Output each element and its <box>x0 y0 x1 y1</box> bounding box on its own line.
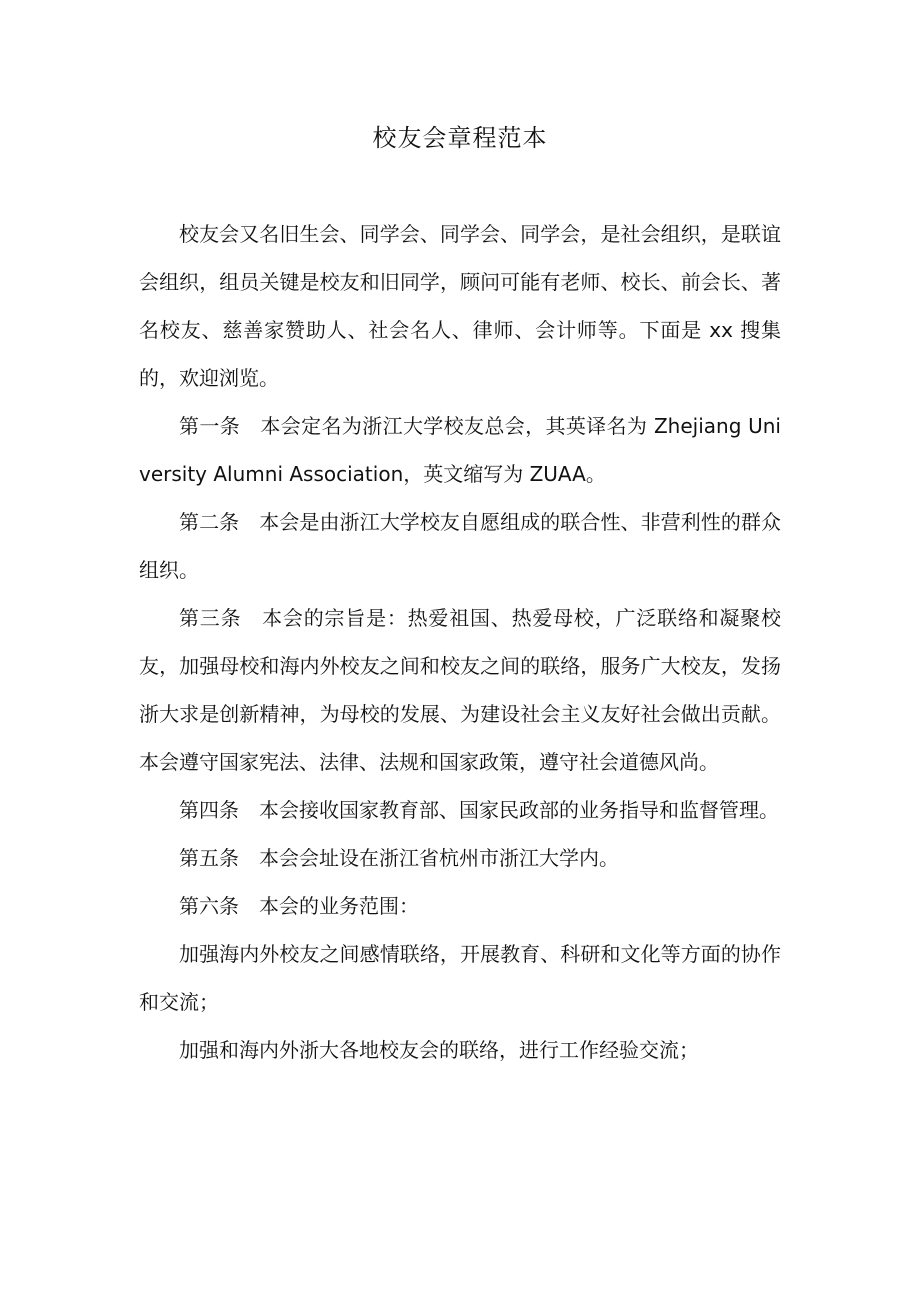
paragraph-article-1: 第一条 本会定名为浙江大学校友总会，其英译名为 Zhejiang University Alumni Association，英文缩写为 ZUAA。 <box>139 414 781 486</box>
paragraph-article-6: 第六条 本会的业务范围： <box>179 894 419 918</box>
paragraph-article-4: 第四条 本会接收国家教育部、国家民政部的业务指导和监督管理。 <box>179 798 779 822</box>
document-body <box>139 210 781 1074</box>
document-title: 校友会章程范本 <box>372 124 548 152</box>
paragraph-article-3: 第三条 本会的宗旨是：热爱祖国、热爱母校，广泛联络和凝聚校友，加强母校和海内外校友之间和校友之间的联络，服务广大校友，发扬浙大求是创新精神，为母校的发展、为建设社会主义友好社会做出贡献。本会遵守国家宪法、法律、法规和国家政策，遵守社会道德风尚。 <box>139 606 781 774</box>
paragraph-scope-item-1: 加强海内外校友之间感情联络，开展教育、科研和文化等方面的协作和交流； <box>139 942 781 1014</box>
paragraph-article-2: 第二条 本会是由浙江大学校友自愿组成的联合性、非营利性的群众组织。 <box>139 510 781 582</box>
paragraph-intro: 校友会又名旧生会、同学会、同学会、同学会，是社会组织，是联谊会组织，组员关键是校友和旧同学，顾问可能有老师、校长、前会长、著名校友、慈善家赞助人、社会名人、律师、会计师等。下面是 xx 搜集的，欢迎浏览。 <box>139 222 781 390</box>
paragraph-scope-item-2: 加强和海内外浙大各地校友会的联络，进行工作经验交流； <box>179 1038 699 1062</box>
paragraph-article-5: 第五条 本会会址设在浙江省杭州市浙江大学内。 <box>179 846 619 870</box>
